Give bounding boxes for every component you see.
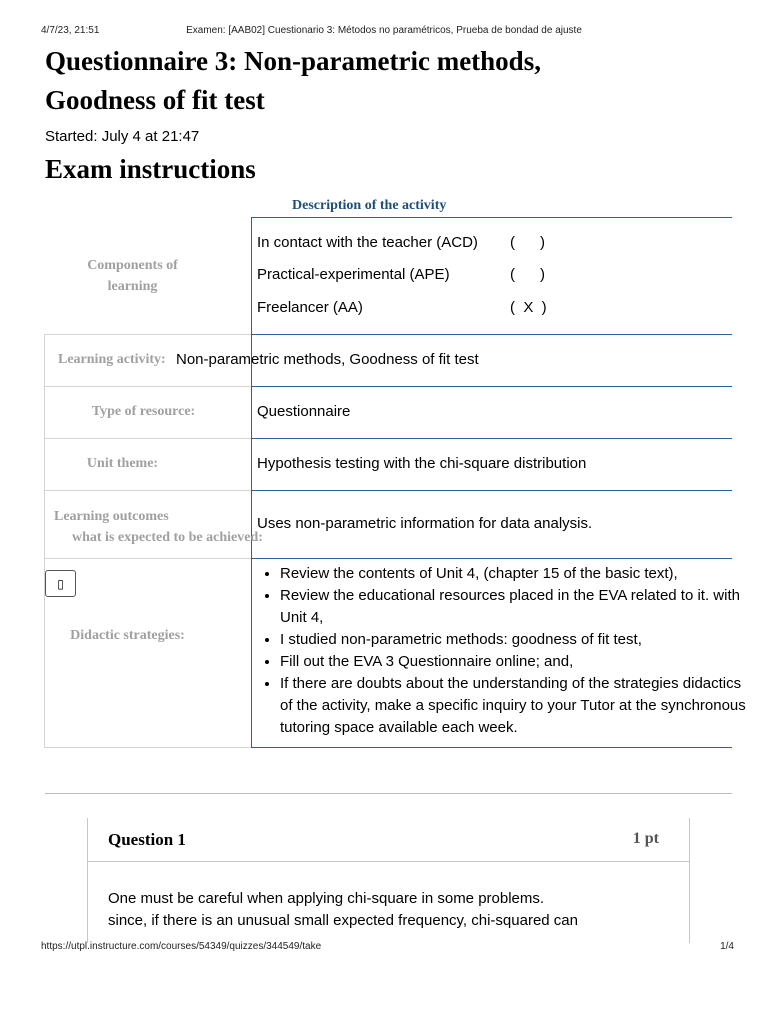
quiz-title <box>45 42 685 120</box>
table-rule <box>44 334 251 335</box>
table-rule <box>251 490 732 491</box>
question-header <box>88 818 689 862</box>
components-label-line1: Components of <box>87 258 178 273</box>
section-divider <box>45 793 732 794</box>
quiz-title-line1: Questionnaire 3: Non-parametric methods, <box>45 46 541 76</box>
table-rule <box>251 747 732 748</box>
learning-activity-label: Learning activity: <box>58 352 166 367</box>
component-mark: ( X ) <box>510 299 547 316</box>
print-footer-url: https://utpl.instructure.com/courses/54349/quizzes/344549/take <box>41 941 322 952</box>
question-card <box>87 818 690 943</box>
learning-outcomes-label-line2: what is expected to be achieved: <box>72 530 263 545</box>
strategy-item: • I studied non-parametric methods: goodness of fit test, <box>280 629 750 651</box>
unit-theme-value: Hypothesis testing with the chi-square distribution <box>257 455 587 472</box>
question-title: Question 1 <box>108 830 186 849</box>
learning-activity-value: Non-parametric methods, Goodness of fit test <box>176 351 479 368</box>
question-points: 1 pt <box>632 830 659 847</box>
table-rule <box>44 490 251 491</box>
placeholder-glyph: ▯ <box>57 576 64 591</box>
resource-type-label: Type of resource: <box>91 404 196 419</box>
strategy-item: • Fill out the EVA 3 Questionnaire online; and, <box>280 651 750 673</box>
component-name: Practical-experimental (APE) <box>257 266 450 283</box>
table-left-border <box>44 335 45 748</box>
component-mark: ( ) <box>510 234 545 251</box>
didactic-strategies-label: Didactic strategies: <box>70 628 185 643</box>
started-time: Started: July 4 at 21:47 <box>45 128 200 145</box>
unit-theme-label: Unit theme: <box>86 456 159 471</box>
strategy-item: • Review the contents of Unit 4, (chapter 15 of the basic text), <box>280 563 750 585</box>
image-placeholder-icon[interactable] <box>45 570 76 597</box>
strategies-list <box>257 563 750 739</box>
print-footer-page: 1/4 <box>720 941 734 952</box>
table-rule <box>251 558 732 559</box>
table-divider-vertical <box>251 217 252 748</box>
print-header-title: Examen: [AAB02] Cuestionario 3: Métodos no paramétricos, Prueba de bondad de ajuste <box>186 25 582 36</box>
table-rule <box>44 438 251 439</box>
strategy-item: • Review the educational resources placed in the EVA related to it. with Unit 4, <box>280 585 750 629</box>
component-name: Freelancer (AA) <box>257 299 363 316</box>
quiz-title-line2: Goodness of fit test <box>45 85 265 115</box>
component-name: In contact with the teacher (ACD) <box>257 234 478 251</box>
question-text <box>108 888 668 932</box>
table-rule <box>251 438 732 439</box>
learning-outcomes-label-line1: Learning outcomes <box>54 509 169 524</box>
question-text-line1: One must be careful when applying chi-square in some problems. <box>108 890 545 907</box>
table-rule <box>251 217 732 218</box>
question-text-line2: since, if there is an unusual small expected frequency, chi-squared can <box>108 912 578 929</box>
learning-outcomes-value: Uses non-parametric information for data analysis. <box>257 515 593 532</box>
description-title: Description of the activity <box>292 198 447 213</box>
table-rule <box>44 747 251 748</box>
component-mark: ( ) <box>510 266 545 283</box>
table-rule <box>251 386 732 387</box>
resource-type-value: Questionnaire <box>257 403 351 420</box>
table-rule <box>44 558 251 559</box>
strategy-item: • If there are doubts about the understanding of the strategies didactics of the activity, make a specific inquiry to your Tutor at the synchronous tutoring space available each week. <box>280 673 750 739</box>
components-label-line2: learning <box>107 279 158 294</box>
table-rule <box>44 386 251 387</box>
table-rule <box>251 334 732 335</box>
instructions-heading: Exam instructions <box>45 154 256 184</box>
learning-outcomes-label <box>54 506 263 548</box>
components-label <box>60 255 205 297</box>
print-date: 4/7/23, 21:51 <box>41 25 100 36</box>
